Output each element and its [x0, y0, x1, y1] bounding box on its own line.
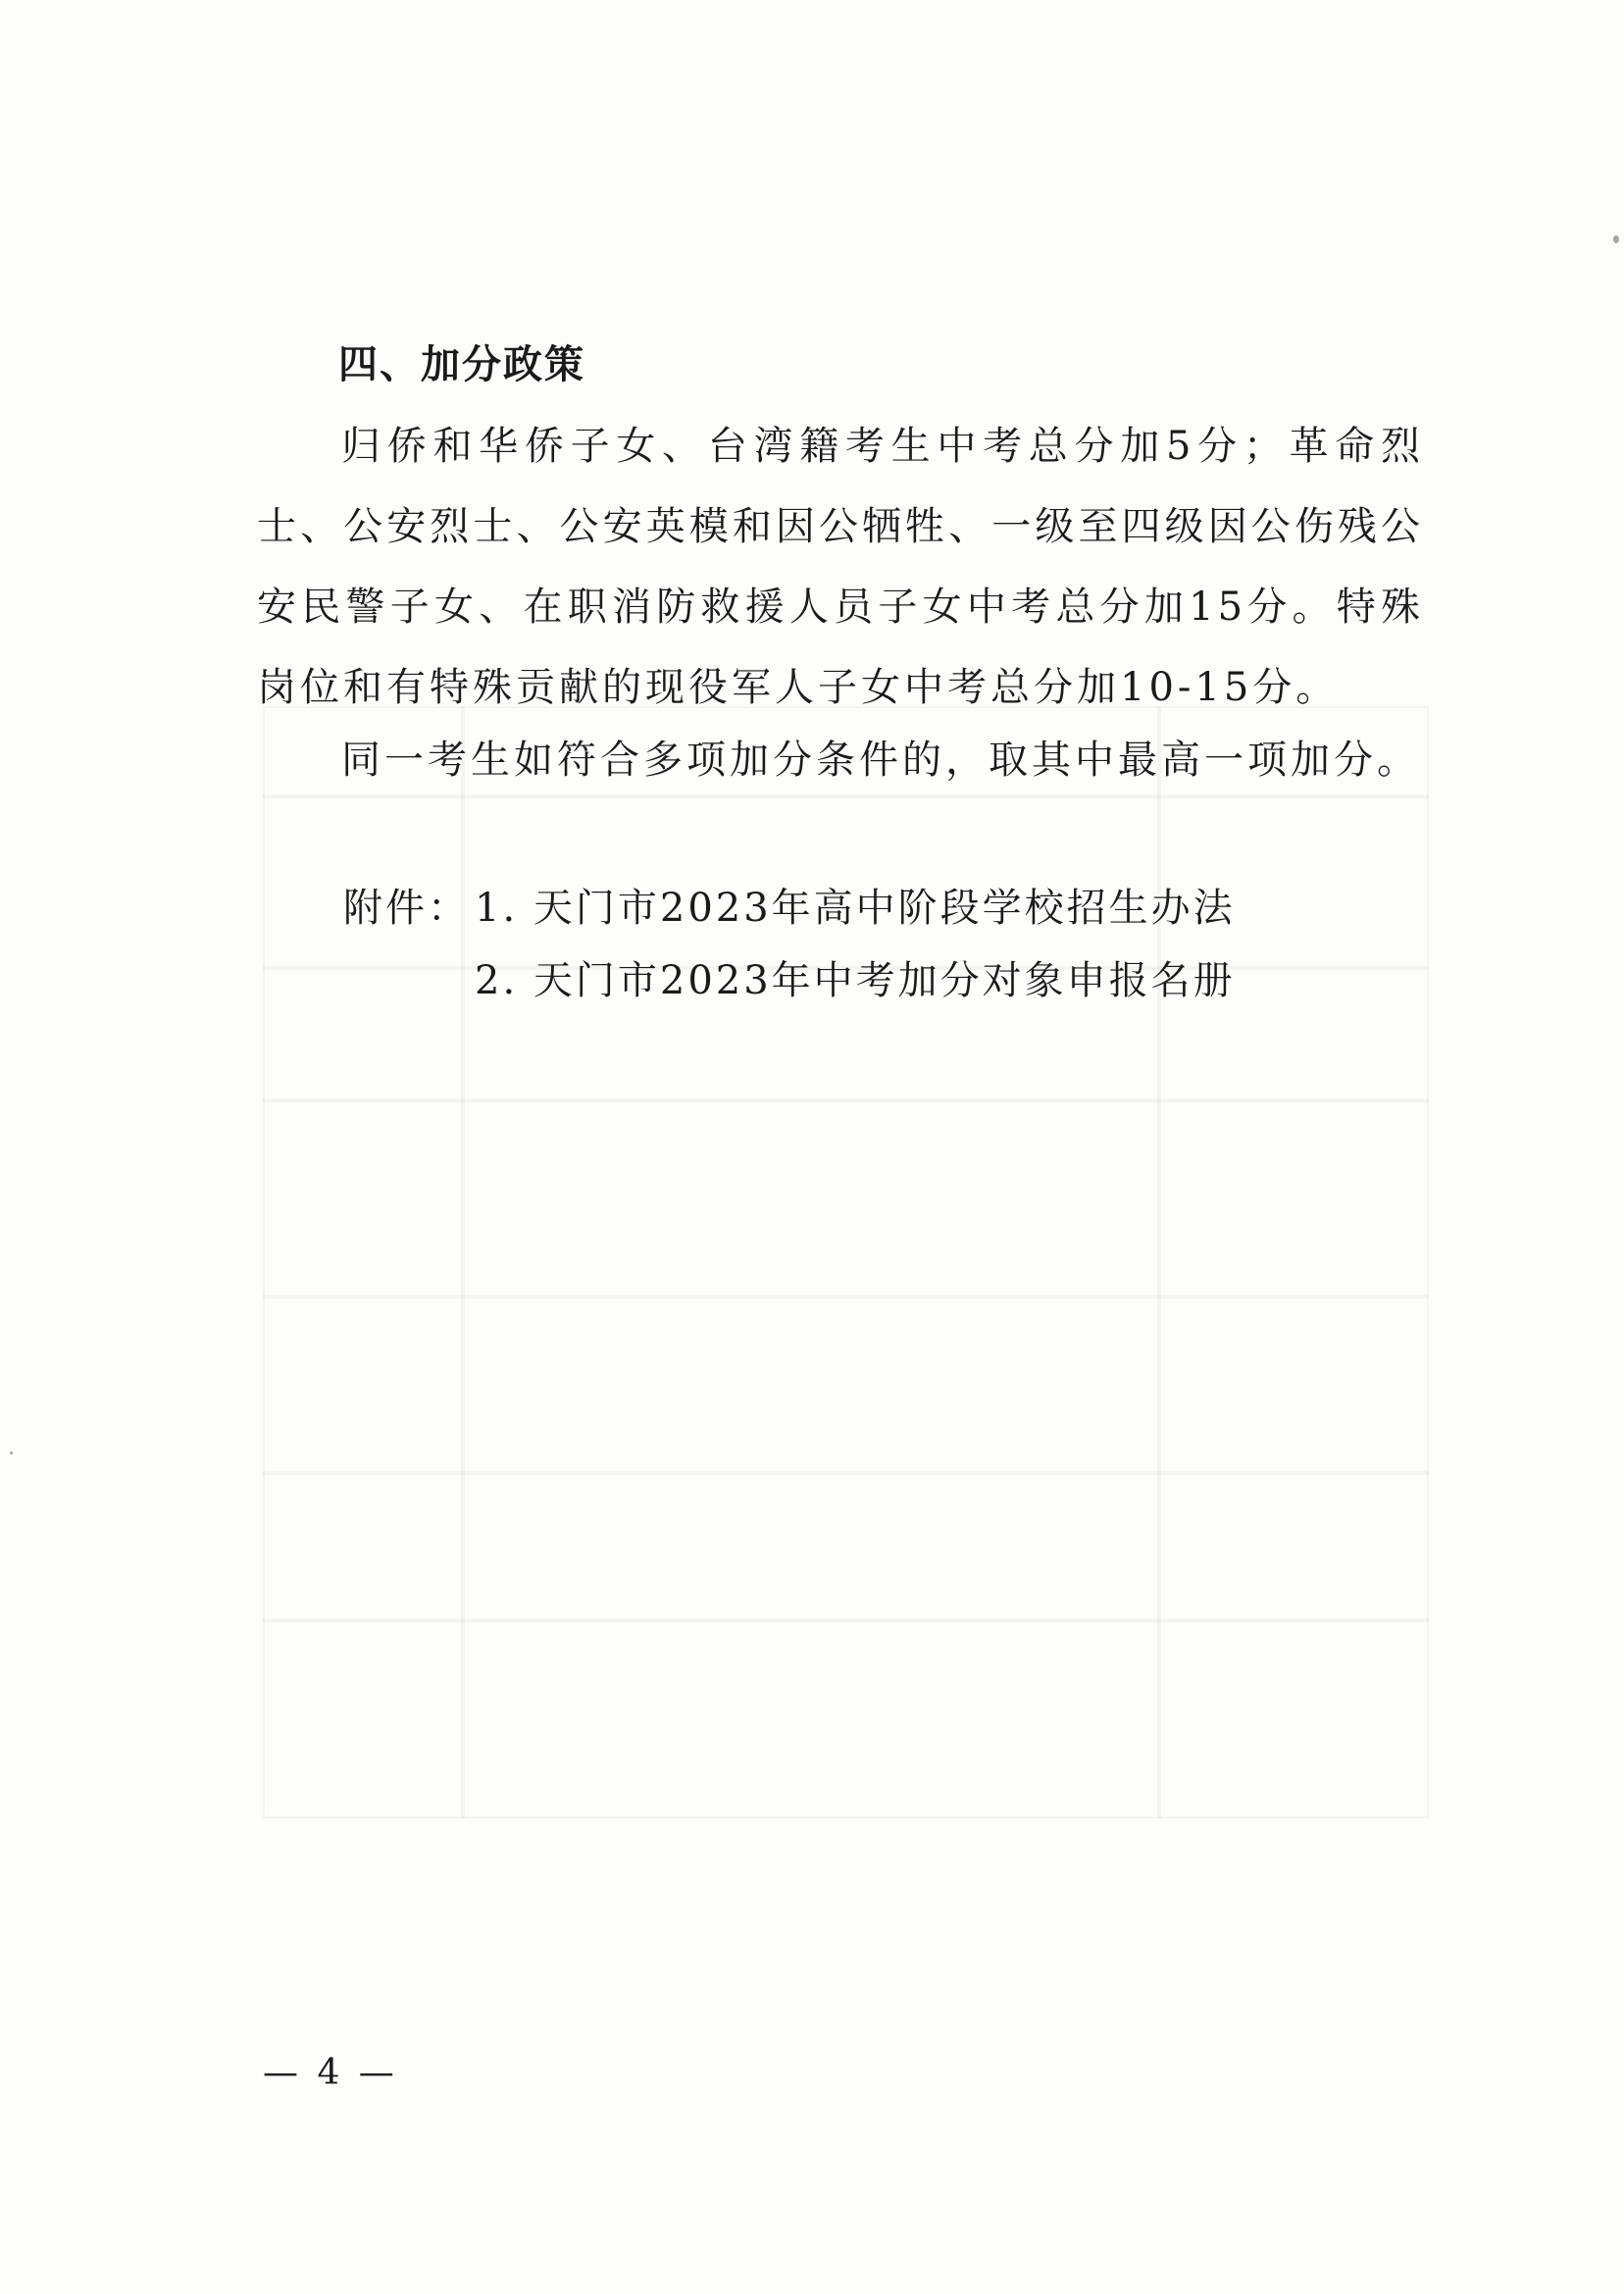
bleed-through-line: [263, 1618, 1429, 1622]
bleed-through-line: [263, 1098, 1429, 1102]
bleed-through-line: [263, 1471, 1429, 1475]
attachment-item: 1. 天门市2023年高中阶段学校招生办法: [475, 886, 1236, 931]
policy-paragraph: 归侨和华侨子女、台湾籍考生中考总分加5分；革命烈士、公安烈士、公安英模和因公牺牲、一级至四级因公伤残公安民警子女、在职消防救援人员子女中考总分加15分。特殊岗位和有特殊贡献的现役军人子女中考总分加10-15分。: [257, 424, 1424, 710]
bleed-through-line: [263, 1295, 1429, 1299]
attachment-item: 2. 天门市2023年中考加分对象申报名册: [475, 958, 1236, 1003]
scan-speck: [1613, 235, 1619, 243]
bleed-through-line: [461, 706, 465, 1818]
policy-paragraph-note: 同一考生如符合多项加分条件的，取其中最高一项加分。: [341, 738, 1420, 783]
bleed-through-line: [1157, 706, 1161, 1818]
scan-speck: [10, 1452, 13, 1454]
section-heading: 四、加分政策: [338, 341, 585, 387]
attachments-label: 附件：: [343, 886, 470, 931]
page-number: — 4 —: [263, 2053, 398, 2093]
bleed-through-table: [263, 706, 1429, 1818]
